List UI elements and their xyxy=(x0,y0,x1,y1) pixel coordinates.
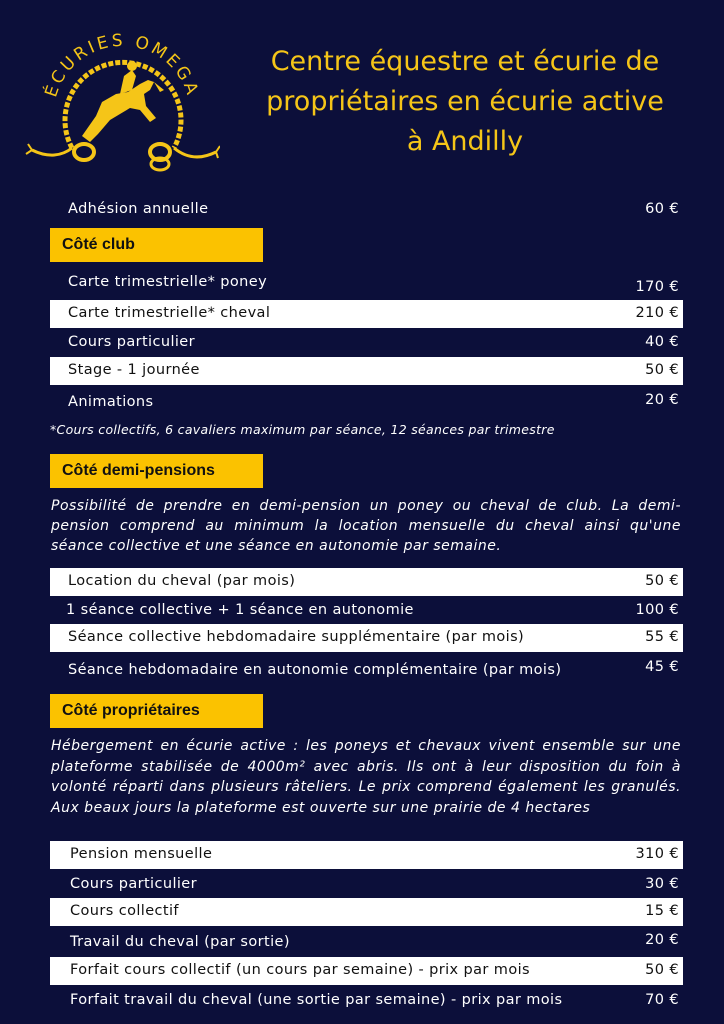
demi-item-price: 45 € xyxy=(645,659,679,675)
owners-item-label: Cours particulier xyxy=(70,876,197,892)
club-row-1 xyxy=(50,269,683,297)
owners-item-price: 50 € xyxy=(645,962,679,978)
ecuries-omega-logo xyxy=(24,18,220,178)
owners-item-label: Pension mensuelle xyxy=(70,846,213,862)
demi-item-label: Séance hebdomadaire en autonomie complémentaire (par mois) xyxy=(68,662,562,678)
club-item-price: 210 € xyxy=(635,305,679,321)
owners-row-3 xyxy=(50,898,683,926)
logo-text: ÉCURIES OMEGA xyxy=(41,30,203,100)
club-item-label: Stage - 1 journée xyxy=(68,362,200,378)
club-item-label: Carte trimestrielle* poney xyxy=(68,274,268,290)
club-item-label: Carte trimestrielle* cheval xyxy=(68,305,271,321)
club-footnote: *Cours collectifs, 6 cavaliers maximum par séance, 12 séances par trimestre xyxy=(50,422,555,437)
club-section-heading xyxy=(50,228,263,262)
owners-item-label: Forfait travail du cheval (une sortie par semaine) - prix par mois xyxy=(70,992,563,1008)
owners-item-price: 30 € xyxy=(645,876,679,892)
demi-section-heading xyxy=(50,454,263,488)
owners-row-4 xyxy=(50,929,683,957)
demi-item-price: 55 € xyxy=(645,629,679,645)
membership-row xyxy=(50,196,683,224)
horse-jumper-logo-icon xyxy=(24,18,220,178)
owners-item-price: 70 € xyxy=(645,992,679,1008)
club-row-5 xyxy=(50,389,683,417)
club-row-3 xyxy=(50,329,683,357)
club-heading-text: Côté club xyxy=(62,236,135,253)
owners-row-5 xyxy=(50,957,683,985)
owners-item-label: Cours collectif xyxy=(70,903,179,919)
owners-item-price: 310 € xyxy=(635,846,679,862)
demi-row-4 xyxy=(50,656,683,684)
owners-item-label: Forfait cours collectif (un cours par semaine) - prix par mois xyxy=(70,962,530,978)
title-line-3: à Andilly xyxy=(406,126,524,157)
demi-row-2 xyxy=(50,597,683,625)
demi-description: Possibilité de prendre en demi-pension un poney ou cheval de club. La demi-pension comprend au minimum la location mensuelle du cheval ainsi qu'une séance collective et une séance en autonomie par semaine. xyxy=(51,498,681,554)
title-line-2: propriétaires en écurie active xyxy=(266,86,664,117)
club-item-price: 170 € xyxy=(635,279,679,295)
title-line-1: Centre équestre et écurie de xyxy=(270,46,660,77)
owners-item-label: Travail du cheval (par sortie) xyxy=(70,934,290,950)
club-item-price: 20 € xyxy=(645,392,679,408)
club-item-price: 50 € xyxy=(645,362,679,378)
membership-price: 60 € xyxy=(645,201,679,217)
owners-row-6 xyxy=(50,987,683,1015)
demi-heading-text: Côté demi-pensions xyxy=(62,462,215,479)
owners-row-2 xyxy=(50,871,683,899)
demi-item-label: Location du cheval (par mois) xyxy=(68,573,296,589)
page-title xyxy=(250,42,680,162)
club-item-label: Cours particulier xyxy=(68,334,195,350)
demi-row-3 xyxy=(50,624,683,652)
club-row-2 xyxy=(50,300,683,328)
demi-item-price: 100 € xyxy=(635,602,679,618)
membership-label: Adhésion annuelle xyxy=(68,201,209,217)
owners-section-heading xyxy=(50,694,263,728)
owners-item-price: 15 € xyxy=(645,903,679,919)
demi-item-label: Séance collective hebdomadaire supplémentaire (par mois) xyxy=(68,629,525,645)
owners-row-1 xyxy=(50,841,683,869)
owners-item-price: 20 € xyxy=(645,932,679,948)
owners-description: Hébergement en écurie active : les poneys et chevaux vivent ensemble sur une plateforme stabilisée de 4000m² avec abris. Ils ont à leur disposition du foin à volonté réparti dans plusieurs râteliers. Le prix comprend également les granulés. Aux beaux jours la plateforme est ouverte sur une prairie de 4 hectares xyxy=(51,738,681,816)
demi-item-price: 50 € xyxy=(645,573,679,589)
demi-item-label: 1 séance collective + 1 séance en autonomie xyxy=(66,602,414,618)
owners-heading-text: Côté propriétaires xyxy=(62,702,200,719)
club-item-label: Animations xyxy=(68,394,154,410)
club-item-price: 40 € xyxy=(645,334,679,350)
club-row-4 xyxy=(50,357,683,385)
demi-row-1 xyxy=(50,568,683,596)
